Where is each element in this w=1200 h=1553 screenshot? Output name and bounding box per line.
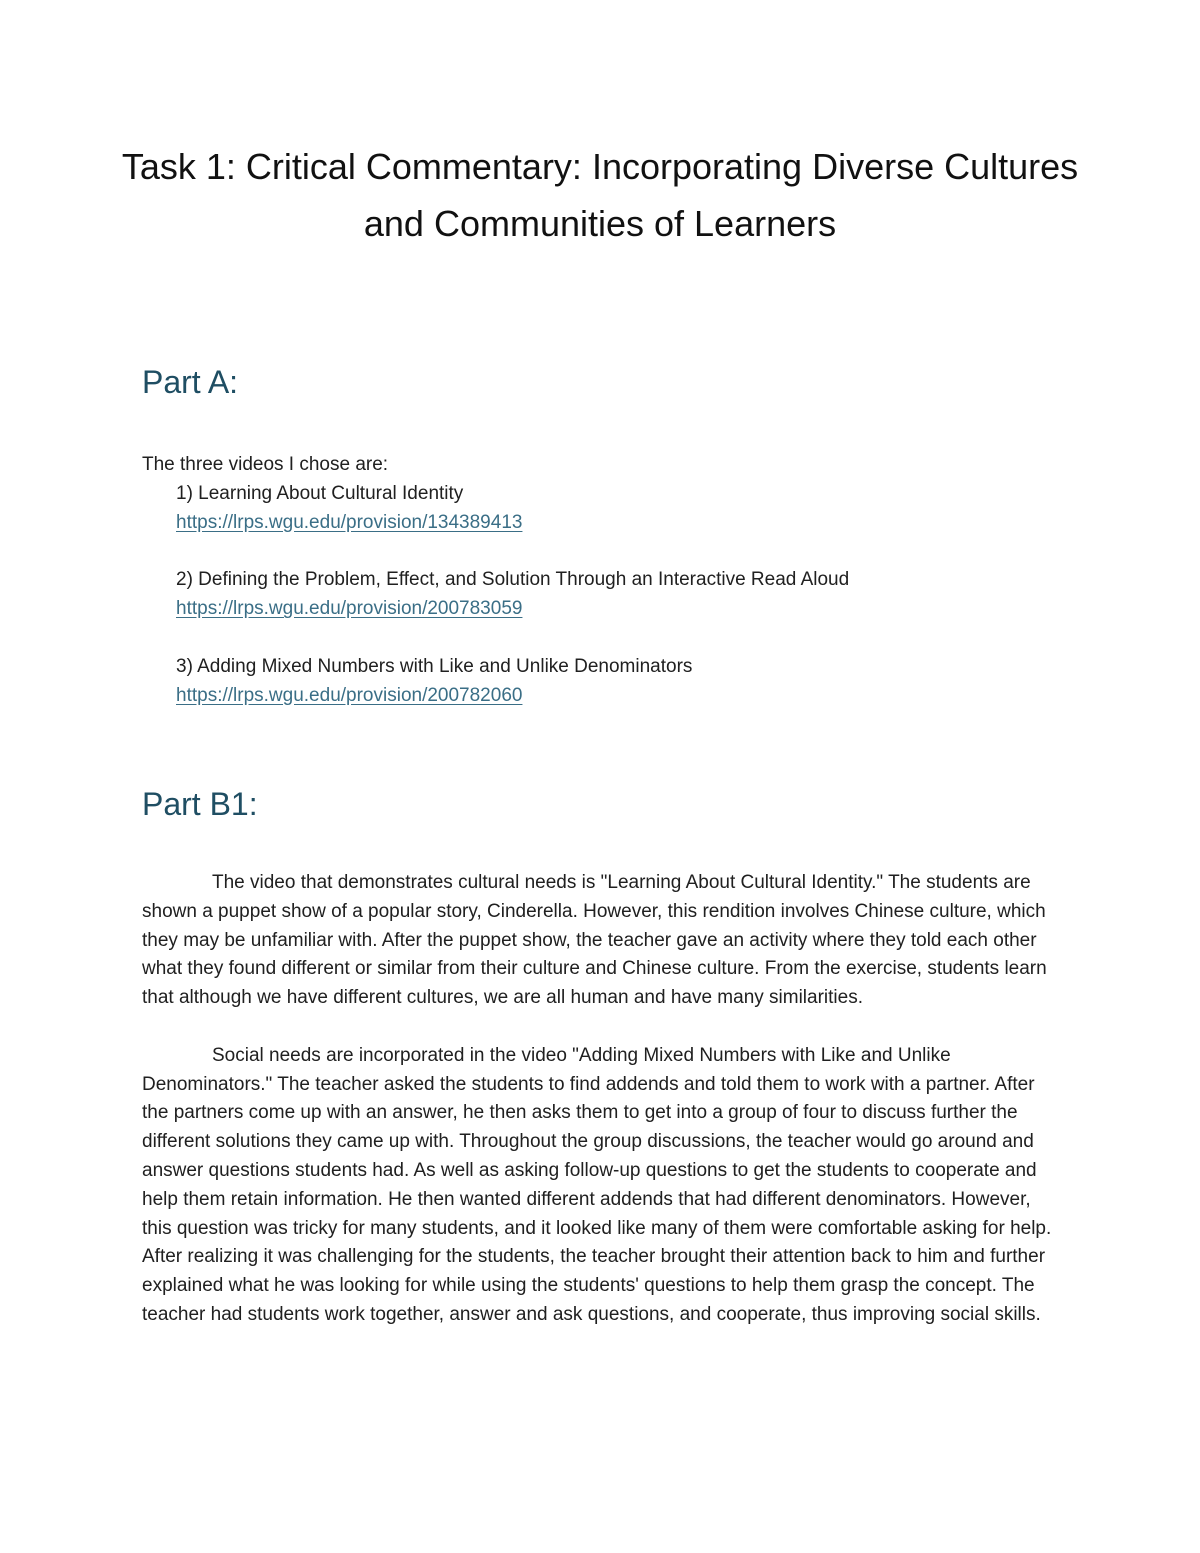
video-item	[176, 480, 1076, 538]
video-link[interactable]: https://lrps.wgu.edu/provision/200783059	[176, 598, 523, 620]
video-title: 2) Defining the Problem, Effect, and Solution Through an Interactive Read Aloud	[176, 569, 850, 591]
videos-intro: The three videos I chose are:	[142, 454, 389, 475]
part-b1-body	[142, 869, 1062, 1359]
video-link[interactable]: https://lrps.wgu.edu/provision/134389413	[176, 511, 523, 533]
part-b1-heading: Part B1:	[142, 786, 258, 822]
part-a-heading: Part A:	[142, 364, 239, 400]
social-needs-paragraph: Social needs are incorporated in the video "Adding Mixed Numbers with Like and Unlike Denominators." The teacher asked the students to find addends and told them to work with a partner. After the partners come up with an answer, he then asks them to get into a group of four to discuss further the different solutions they came up with. Throughout the group discussions, the teacher would go around and answer questions students had. As well as asking follow-up questions to get the students to cooperate and help them retain information. He then wanted different addends that had different denominators. However, this question was tricky for many students, and it looked like many of them were comfortable asking for help. After realizing it was challenging for the students, the teacher brought their attention back to him and further explained what he was looking for while using the students' questions to help them grasp the concept. The teacher had students work together, answer and ask questions, and cooperate, thus improving social skills.	[142, 1044, 1052, 1325]
video-title: 3) Adding Mixed Numbers with Like and Unlike Denominators	[176, 655, 693, 677]
video-list	[176, 480, 1076, 739]
video-item	[176, 566, 1076, 624]
video-title: 1) Learning About Cultural Identity	[176, 483, 464, 504]
video-item	[176, 653, 1076, 711]
video-link[interactable]: https://lrps.wgu.edu/provision/200782060	[176, 684, 523, 706]
cultural-needs-paragraph: The video that demonstrates cultural needs is "Learning About Cultural Identity." The students are shown a puppet show of a popular story, Cinderella. However, this rendition involves Chinese culture, which they may be unfamiliar with. After the puppet show, the teacher gave an activity where they told each other what they found different or similar from their culture and Chinese culture. From the exercise, students learn that although we have different cultures, we are all human and have many similarities.	[142, 872, 1047, 1009]
document-title: Task 1: Critical Commentary: Incorporating Diverse Cultures and Communities of Learners	[121, 146, 1079, 244]
